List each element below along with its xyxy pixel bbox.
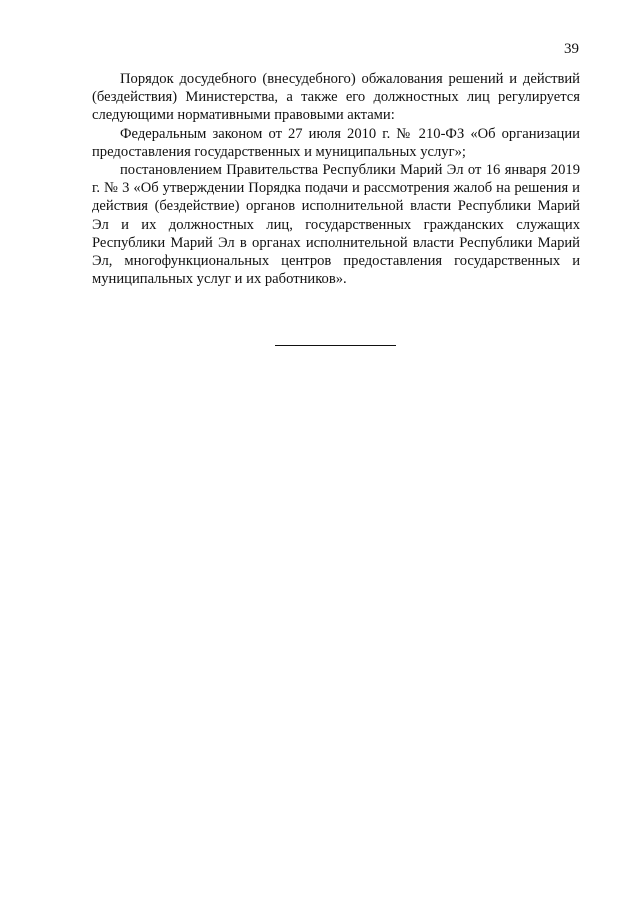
paragraph-government-resolution: постановлением Правительства Республики Марий Эл от 16 января 2019 г. № 3 «Об утверждении Порядка подачи и рассмотрения жалоб на решения и действия (бездействие) органов исполнительной власти Республики Марий Эл и их должностных лиц, государственных гражданских служащих Республики Марий Эл в органах исполнительной власти Республики Марий Эл, многофункциональных центров предоставления государственных и муниципальных услуг и их работников». — [92, 162, 580, 288]
document-body — [92, 70, 580, 288]
page-number: 39 — [564, 41, 579, 57]
paragraph-appeal-procedure: Порядок досудебного (внесудебного) обжалования решений и действий (бездействия) Министерства, а также его должностных лиц регулируется следующими нормативными правовыми актами: — [92, 71, 580, 124]
paragraph-federal-law: Федеральным законом от 27 июля 2010 г. № 210-ФЗ «Об организации предоставления государственных и муниципальных услуг»; — [92, 125, 580, 160]
closing-divider — [275, 345, 396, 346]
